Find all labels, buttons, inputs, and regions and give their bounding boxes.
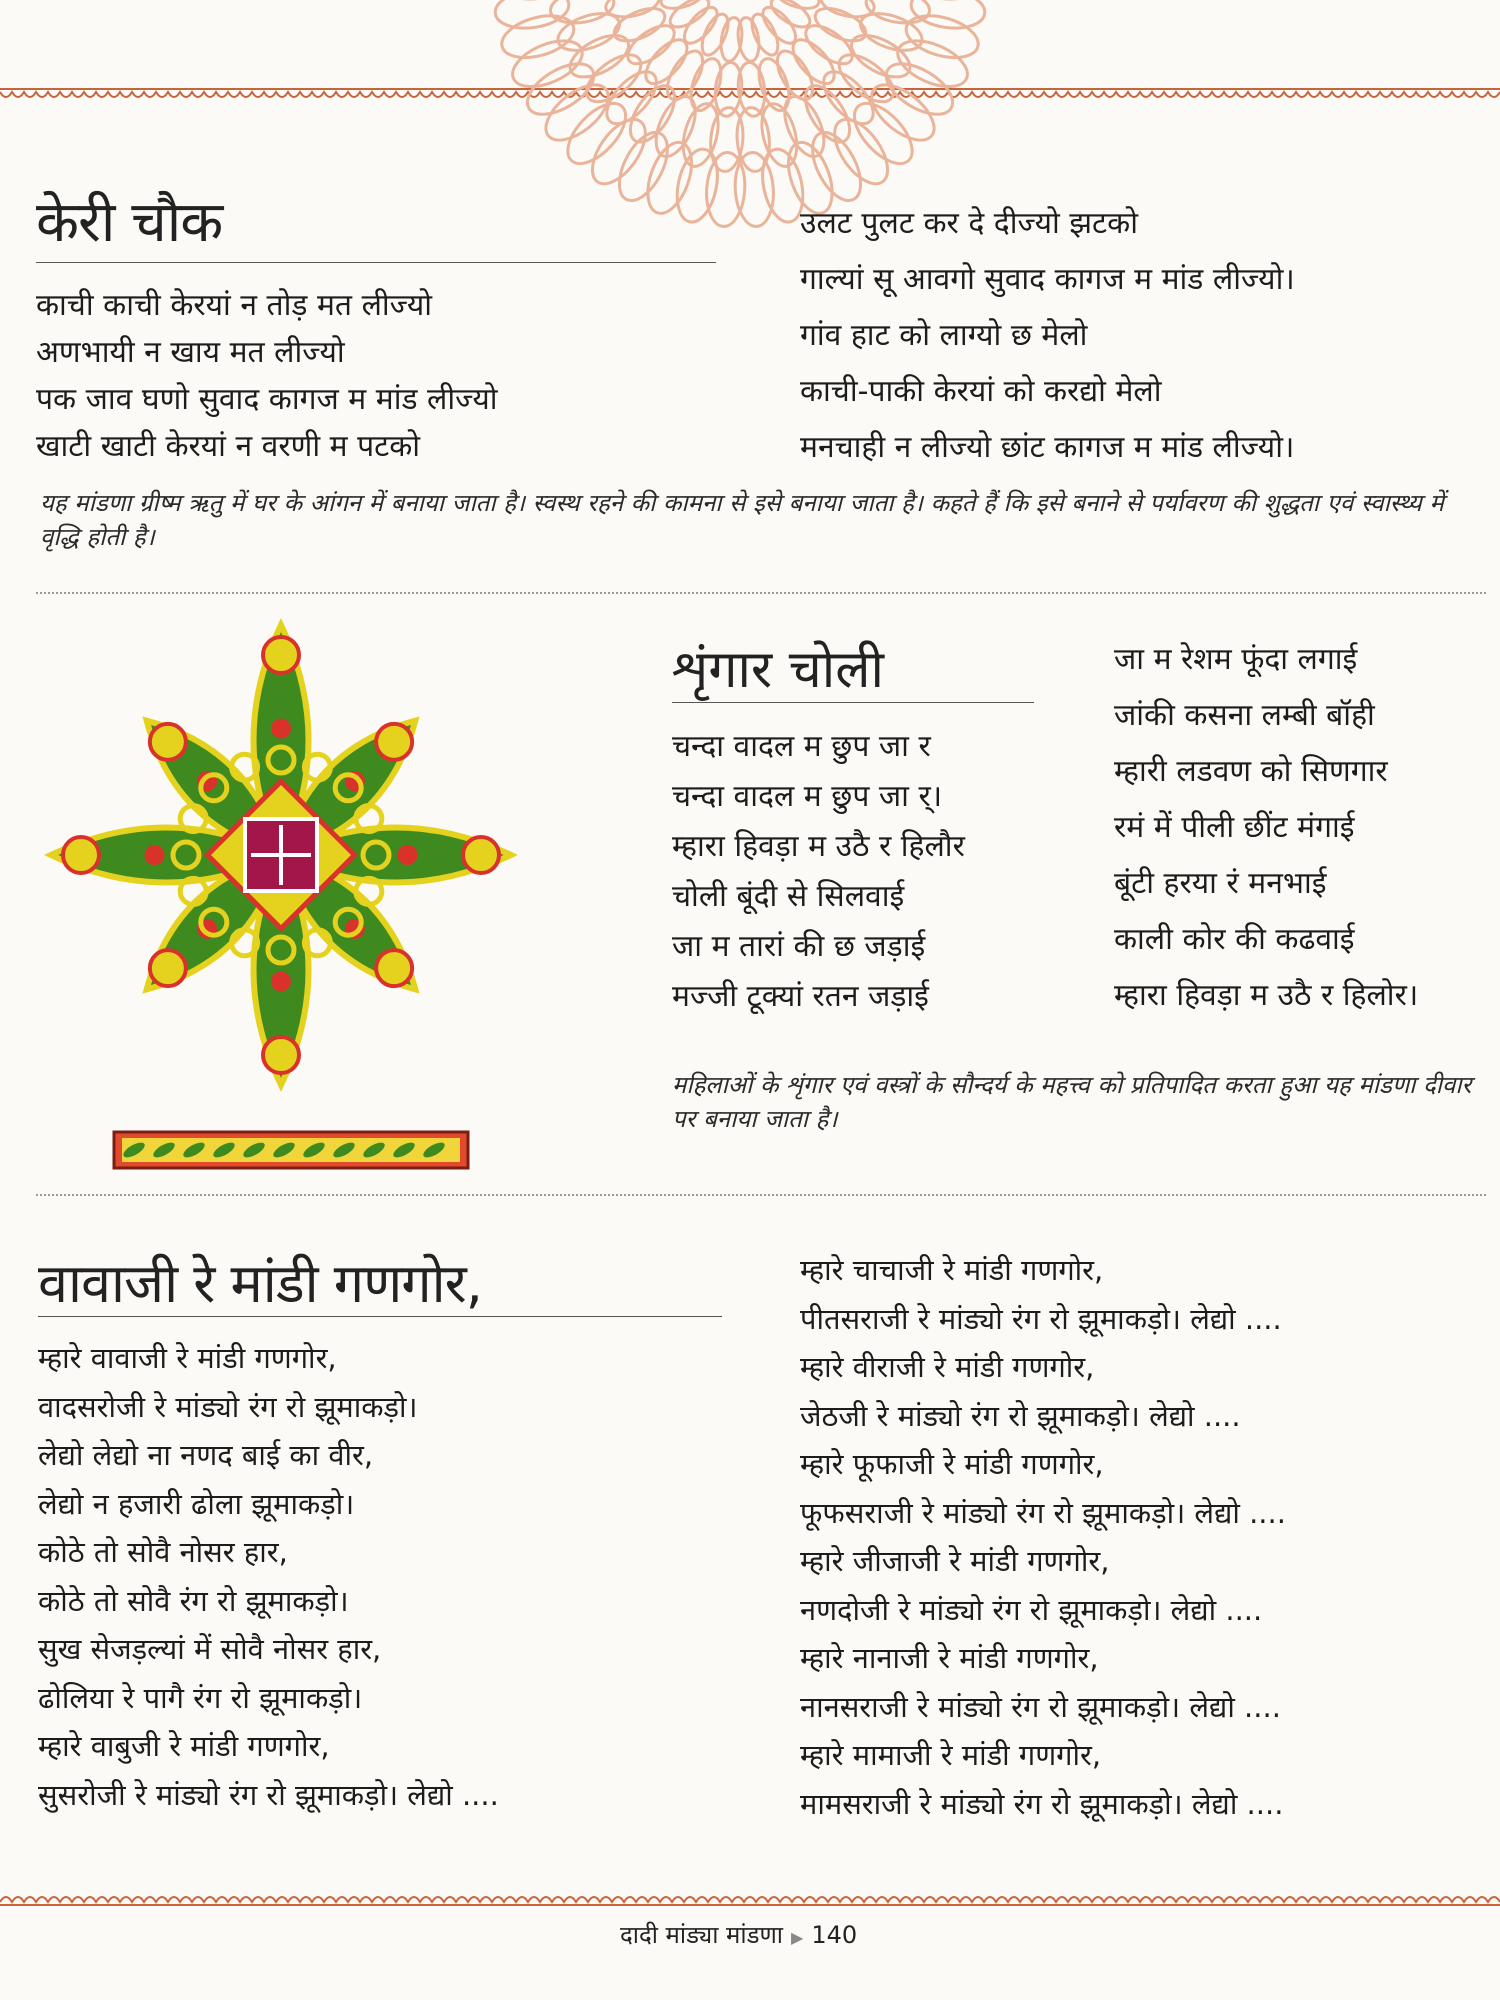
verse-line: म्हारे मामाजी रे मांडी गणगोर, [800, 1738, 1102, 1772]
verse-line: कोठे तो सोवै नोसर हार, [38, 1535, 288, 1569]
section-divider [36, 1194, 1486, 1196]
choli-verse-right [1114, 632, 1418, 1024]
mandala-petal [831, 46, 901, 111]
keri-chowk-title: केरी चौक [36, 190, 223, 255]
verse-line: काची काची केरयां न तोड़ मत लीज्यो [36, 288, 433, 323]
illustration-bud [263, 1037, 299, 1073]
verse-line: लेद्यो लेद्यो ना नणद बाई का वीर, [38, 1438, 374, 1472]
illustration-dot [145, 845, 165, 865]
title-underline [672, 702, 1034, 703]
mandala-petal [579, 46, 649, 111]
verse-line: जांकी कसना लम्बी बॉही [1114, 698, 1375, 733]
gangaur-title: वावाजी रे मांडी गणगोर, [38, 1252, 482, 1315]
verse-line: नानसराजी रे मांड्यो रंग रो झूमाकड़ो। लेद्यो .... [800, 1689, 1281, 1724]
verse-line: जा म रेशम फूंदा लगाई [1114, 642, 1358, 677]
verse-line: गाल्यां सू आवगो सुवाद कागज म मांड लीज्यो। [800, 262, 1295, 297]
illustration-dot [271, 719, 291, 739]
verse-line: लेद्यो न हजारी ढोला झूमाकड़ो। [38, 1486, 355, 1521]
mandala-petal [797, 78, 859, 149]
page-footer [620, 1918, 857, 1951]
verse-line: म्हारा हिवड़ा म उठै र हिलौर [672, 829, 965, 864]
verse-line: म्हारी लडवण को सिणगार [1114, 754, 1388, 789]
verse-line: नणदोजी रे मांड्यो रंग रो झूमाकड़ो। लेद्यो .... [800, 1592, 1263, 1627]
verse-line: म्हारे चाचाजी रे मांडी गणगोर, [800, 1253, 1104, 1287]
verse-line: जेठजी रे मांड्यो रंग रो झूमाकड़ो। लेद्यो .... [800, 1398, 1241, 1433]
verse-line: खाटी खाटी केरयां न वरणी म पटको [36, 429, 421, 464]
verse-line: जा म तारां की छ जड़ाई [672, 929, 926, 964]
verse-line: चन्दा वादल म छुप जा र [672, 729, 931, 764]
mandala-petal [901, 8, 983, 65]
verse-line: सुसरोजी रे मांड्यो रंग रो झूमाकड़ो। लेद्यो .... [38, 1777, 499, 1812]
verse-line: उलट पुलट कर दे दीज्यो झटको [800, 206, 1138, 241]
verse-line: रमं में पीली छींट मंगाई [1114, 810, 1355, 845]
verse-line: म्हारे वीराजी रे मांडी गणगोर, [800, 1350, 1095, 1384]
verse-line: बूंटी हरया रं मनभाई [1114, 866, 1327, 901]
bottom-decorative-border [0, 1886, 1500, 1910]
verse-line: मामसराजी रे मांड्यो रंग रो झूमाकड़ो। लेद्यो .... [800, 1786, 1284, 1821]
shringar-choli-title: शृंगार चोली [672, 640, 884, 700]
mandala-petal [564, 27, 636, 86]
verse-line: म्हारे वाबुजी रे मांडी गणगोर, [38, 1729, 330, 1763]
book-title: दादी मांड्या मांडणा [620, 1921, 784, 1949]
section-divider [36, 592, 1486, 594]
mandala-petal [704, 151, 747, 227]
choli-description: महिलाओं के शृंगार एवं वस्त्रों के सौन्दर्य के महत्त्व को प्रतिपादित करता हुआ यह मांडणा दीवार पर बनाया जाता है। [672, 1071, 1472, 1133]
verse-line: वादसरोजी रे मांड्यो रंग रो झूमाकड़ो। [38, 1389, 418, 1424]
verse-line: म्हारे वावाजी रे मांडी गणगोर, [38, 1341, 337, 1375]
mandala-petal [658, 0, 706, 13]
verse-line: म्हारे नानाजी रे मांडी गणगोर, [800, 1641, 1099, 1675]
verse-line: म्हारे जीजाजी रे मांडी गणगोर, [800, 1544, 1110, 1578]
illustration-bud [463, 837, 499, 873]
gangaur-verse-left [38, 1334, 499, 1819]
mandala-petal [506, 32, 589, 96]
illustration-bud [263, 637, 299, 673]
verse-line: अणभायी न खाय मत लीज्यो [36, 335, 345, 370]
keri-verse-right [800, 196, 1295, 476]
verse-line: कोठे तो सोवै रंग रो झूमाकड़ो। [38, 1583, 349, 1618]
verse-line: गांव हाट को लाग्यो छ मेलो [800, 318, 1088, 353]
title-underline [38, 1316, 722, 1317]
illustration-dot [398, 845, 418, 865]
verse-line: फूफसराजी रे मांड्यो रंग रो झूमाकड़ो। लेद्यो .... [800, 1495, 1286, 1530]
mandala-petal [497, 8, 579, 65]
verse-line: मनचाही न लीज्यो छांट कागज म मांड लीज्यो। [800, 430, 1295, 465]
keri-verse-left [36, 282, 498, 470]
mandana-illustration [36, 610, 526, 1100]
verse-line: चोली बूंदी से सिलवाई [672, 879, 905, 914]
verse-line: पीतसराजी रे मांड्यो रंग रो झूमाकड़ो। लेद्यो .... [800, 1301, 1282, 1336]
verse-line: ढोलिया रे पागै रंग रो झूमाकड़ो। [38, 1680, 363, 1715]
title-underline [36, 262, 716, 263]
verse-line: पक जाव घणो सुवाद कागज म मांड लीज्यो [36, 382, 498, 417]
mandala-petal [685, 55, 726, 114]
mandala-petal [639, 137, 700, 219]
verse-line: मज्जी टूक्यां रतन जड़ाई [672, 979, 929, 1014]
keri-description: यह मांडणा ग्रीष्म ऋतु में घर के आंगन में बनाया जाता है। स्वस्थ रहने की कामना से इसे बनाया जाता है। कहते हैं कि इसे बनाने से पर्यावरण की शुद्धता एवं स्वास्थ्य में वृद्धि होती है। [40, 489, 1444, 551]
verse-line: काली कोर की कढवाई [1114, 922, 1355, 957]
decorative-band [112, 1128, 470, 1172]
page-number: 140 [811, 1921, 858, 1949]
verse-line: म्हारा हिवड़ा म उठै र हिलोर। [1114, 978, 1419, 1013]
mandala-petal [610, 125, 678, 208]
triangle-right-icon: ▶ [791, 1928, 804, 1947]
verse-line: काची-पाकी केरयां को करद्यो मेलो [800, 374, 1162, 409]
verse-line: म्हारे फूफाजी रे मांडी गणगोर, [800, 1447, 1104, 1481]
verse-line: सुख सेजड़ल्यां में सोवै नोसर हार, [38, 1632, 382, 1666]
choli-verse-left [672, 722, 965, 1022]
illustration-bud [63, 837, 99, 873]
mandala-petal [622, 78, 684, 149]
gangaur-verse-right [800, 1246, 1286, 1828]
verse-line: चन्दा वादल म छुप जा र्। [672, 779, 943, 814]
mandala-petal [753, 55, 794, 114]
mandala-petal [747, 10, 783, 58]
mandala-petal [671, 146, 723, 226]
illustration-dot [271, 972, 291, 992]
